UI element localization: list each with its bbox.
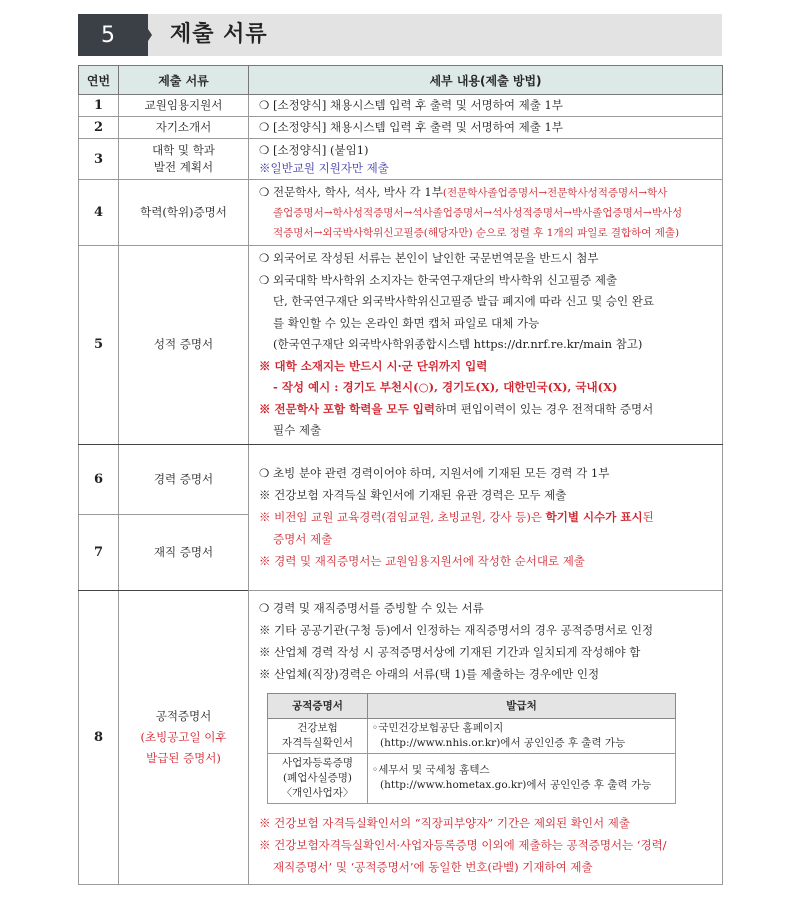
detail-note: 된 [642, 510, 654, 524]
row-number: 6 [79, 444, 119, 514]
doc-detail [249, 180, 723, 246]
doc-name: 교원임용지원서 [119, 95, 249, 117]
certificate-issuer-table [267, 693, 676, 804]
detail-line: ※ 산업체(직장)경력은 아래의 서류(택 1)를 제출하는 경우에만 인정 [259, 666, 600, 681]
detail-order: (전문학사졸업증명서→전문학사성적증명서→학사 [442, 187, 668, 199]
issuer-line: (http://www.hometax.go.kr)에서 공인인증 후 출력 가능 [380, 779, 652, 791]
doc-name: 자기소개서 [119, 117, 249, 139]
detail-note: ※일반교원 지원자만 제출 [259, 161, 389, 175]
detail-line: ❍ 전문학사, 학사, 석사, 박사 각 1부 [259, 185, 443, 199]
cert-name-line: (폐업사실증명) [282, 771, 353, 784]
documents-table [78, 65, 723, 885]
doc-name-line: 공적증명서 [155, 708, 212, 723]
detail-example: - 작성 예시 : 경기도 부천시(○), 경기도(X), 대한민국(X), 국내(X) [273, 380, 618, 394]
inner-header-cert: 공적증명서 [268, 693, 368, 718]
arrow-icon [138, 14, 152, 56]
inner-row [268, 718, 676, 753]
issuer [368, 718, 676, 753]
detail-line: 하며 편입이력이 있는 경우 전적대학 증명서 [434, 401, 654, 416]
cert-name-line: 사업자등록증명 [281, 756, 353, 769]
detail-line: ※ 기타 공공기관(구청 등)에서 인정하는 재직증명서의 경우 공적증명서로 인정 [259, 622, 654, 637]
doc-name [119, 139, 249, 180]
table-row [79, 139, 723, 180]
table-row [79, 246, 723, 445]
table-header-row [79, 66, 723, 95]
doc-detail [249, 590, 723, 884]
cert-name-line: 자격득실확인서 [281, 736, 353, 749]
detail-line: ※ 건강보험 자격득실 확인서에 기재된 유관 경력은 모두 제출 [259, 488, 567, 502]
inner-row [268, 753, 676, 803]
doc-name: 성적 증명서 [119, 246, 249, 445]
row-number: 3 [79, 139, 119, 180]
doc-name: 재직 증명서 [119, 514, 249, 590]
section-title: 제출 서류 [170, 22, 268, 47]
detail-order: 졸업증명서→학사성적증명서→석사졸업증명서→석사성적증명서→박사졸업증명서→박사성 [273, 207, 683, 219]
doc-name: 학력(학위)증명서 [119, 180, 249, 246]
detail-line: ❍ [소정양식] (붙임1) [259, 143, 369, 157]
detail-line: 필수 제출 [273, 423, 322, 437]
doc-name-line: 발전 계획서 [153, 160, 214, 174]
doc-detail [249, 246, 723, 445]
table-row [79, 444, 723, 514]
cert-name-line: 건강보험 [297, 721, 338, 734]
detail-line: 를 확인할 수 있는 온라인 화면 캡처 파일로 대체 가능 [273, 315, 540, 330]
issuer-line: ◦세무서 및 국세청 홈텍스 [372, 764, 490, 776]
detail-note: ※ 건강보험 자격득실확인서의 “직장피부양자” 기간은 제외된 확인서 제출 [259, 815, 631, 830]
detail-line: ❍ 초빙 분야 관련 경력이어야 하며, 지원서에 기재된 모든 경력 각 1부 [259, 466, 610, 480]
row-number: 8 [79, 590, 119, 884]
row-number: 2 [79, 117, 119, 139]
row-number: 4 [79, 180, 119, 246]
detail-line: ❍ 외국어로 작성된 서류는 본인이 날인한 국문번역문을 반드시 첨부 [259, 251, 599, 265]
career-detail [249, 444, 723, 590]
detail-line: ※ 산업체 경력 작성 시 공적증명서상에 기재된 기간과 일치되게 작성해야 함 [259, 644, 641, 659]
cert-name [268, 718, 368, 753]
issuer [368, 753, 676, 803]
doc-name [119, 590, 249, 884]
detail-note: 재직증명서’ 및 ‘공적증명서’에 동일한 번호(라벨) 기재하여 제출 [273, 859, 593, 874]
doc-name-note: (초빙공고일 이후 [140, 729, 227, 744]
table-row [79, 590, 723, 884]
detail-line: ❍ 경력 및 재직증명서를 증빙할 수 있는 서류 [259, 600, 484, 615]
issuer-line: ◦국민건강보험공단 홈페이지 [372, 721, 504, 734]
detail-note: ※ 대학 소재지는 반드시 시·군 단위까지 입력 [259, 358, 488, 373]
detail-line: ❍ 외국대학 박사학위 소지자는 한국연구재단의 박사학위 신고필증 제출 [259, 272, 618, 287]
section-number: 5 [78, 14, 148, 56]
doc-name: 경력 증명서 [119, 444, 249, 514]
detail-note: 증명서 제출 [273, 532, 333, 546]
column-header-doc: 제출 서류 [119, 66, 249, 95]
table-row [79, 117, 723, 139]
column-header-no: 연번 [79, 66, 119, 95]
issuer-line: (http://www.nhis.or.kr)에서 공인인증 후 출력 가능 [380, 736, 626, 749]
cert-name [268, 753, 368, 803]
doc-name-note: 발급된 증명서) [146, 750, 221, 765]
inner-header-issuer: 발급처 [368, 693, 676, 718]
detail-note: ※ 전문학사 포함 학력을 모두 입력 [259, 401, 435, 416]
detail-note: ※ 비전임 교원 교육경력(겸임교원, 초빙교원, 강사 등)은 [259, 510, 546, 524]
doc-detail: ❍ [소정양식] 채용시스템 입력 후 출력 및 서명하여 제출 1부 [249, 95, 723, 117]
row-number: 1 [79, 95, 119, 117]
table-row [79, 180, 723, 246]
column-header-detail: 세부 내용(제출 방법) [249, 66, 723, 95]
doc-detail [249, 139, 723, 180]
cert-name-line: 〈개인사업자〉 [281, 786, 354, 799]
detail-note: ※ 건강보험자격득실확인서·사업자등록증명 이외에 제출하는 공적증명서는 ‘경력/ [259, 837, 667, 852]
doc-detail: ❍ [소정양식] 채용시스템 입력 후 출력 및 서명하여 제출 1부 [249, 117, 723, 139]
detail-note: ※ 경력 및 재직증명서는 교원임용지원서에 작성한 순서대로 제출 [259, 554, 585, 568]
detail-line: (한국연구재단 외국박사학위종합시스템 https://dr.nrf.re.kr/main 참고) [273, 337, 643, 351]
detail-emphasis: 학기별 시수가 표시 [545, 510, 643, 524]
detail-line: 단, 한국연구재단 외국박사학위신고필증 발급 폐지에 따라 신고 및 승인 완료 [273, 294, 654, 308]
table-row [79, 95, 723, 117]
row-number: 5 [79, 246, 119, 445]
row-number: 7 [79, 514, 119, 590]
doc-name-line: 대학 및 학과 [152, 143, 215, 157]
detail-order: 적증명서→외국박사학위신고필증(해당자만) 순으로 정렬 후 1개의 파일로 결합하여 제출) [273, 227, 680, 239]
